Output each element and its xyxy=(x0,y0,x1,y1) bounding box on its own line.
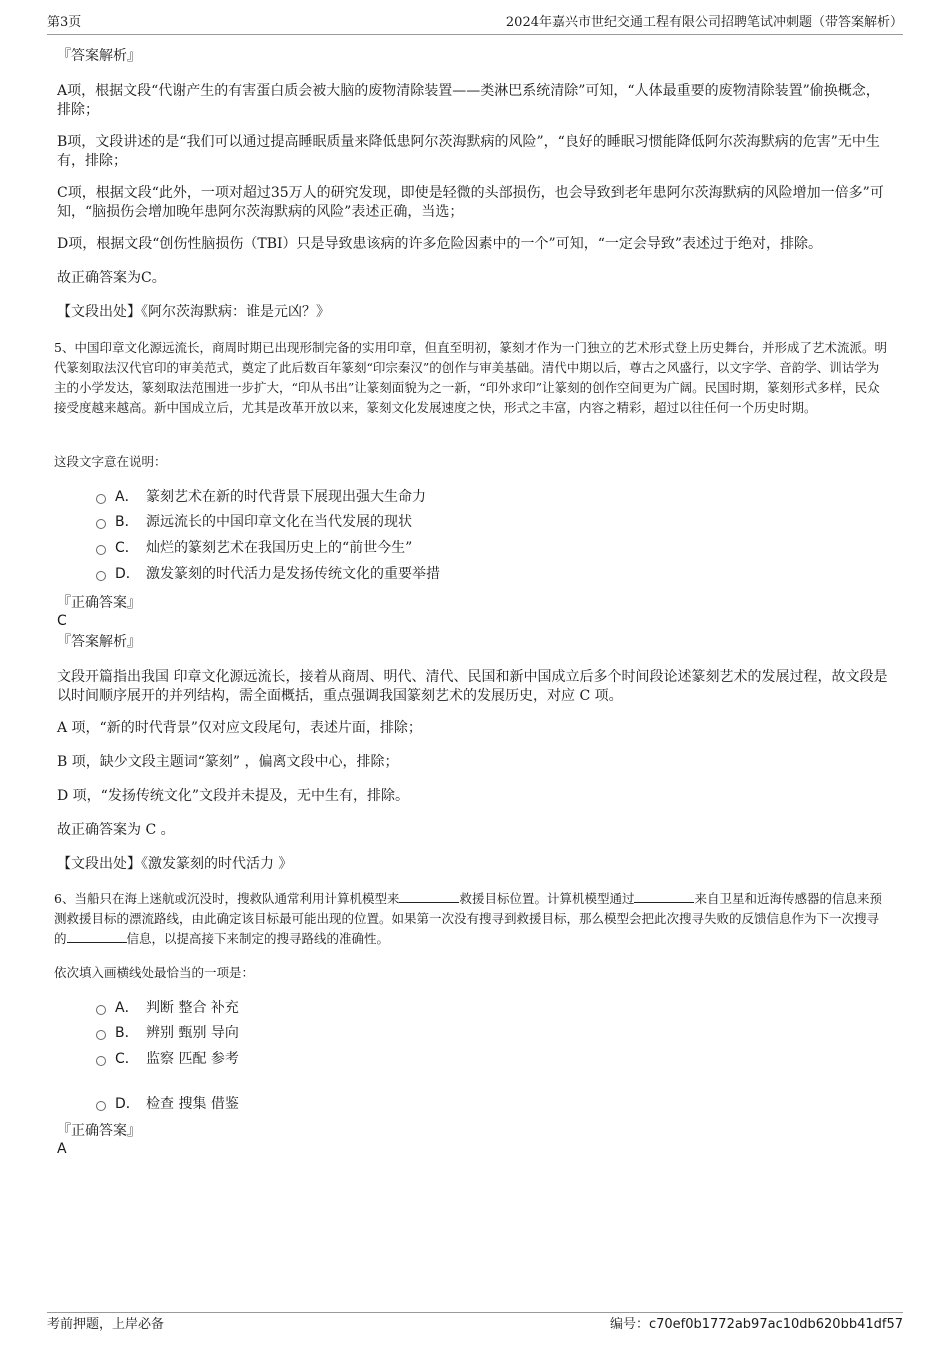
q4-analysis-heading: 『答案解析』 xyxy=(57,48,141,64)
fill-blank-2 xyxy=(634,889,694,903)
option-letter: D． xyxy=(115,566,140,582)
q6-stem-part: 救援目标位置。计算机模型通过 xyxy=(459,891,635,906)
footer-code: c70ef0b1772ab97ac10db620bb41df57 xyxy=(648,1317,903,1332)
q5-stem: 5、中国印章文化源远流长，商周时期已出现形制完备的实用印章，但直至明初，篆刻才作为一门独立的艺术形式登上历史舞台，并形成了艺术流派。明代篆刻取法汉代官印的审美范式，奠定了此后数百年篆刻“印宗秦汉”的创作与审美基础。清代中期以后，尊古之风盛行，以文字学、音韵学、训诂学为主的小学发达，篆刻取法范围进一步扩大，“印从书出”让篆刻面貌为之一新，“印外求印”让篆刻的创作空间更为广阔。民国时期，篆刻形式多样，民众接受度越来越高。新中国成立后，尤其是改革开放以来，篆刻文化发展速度之快，形式之丰富，内容之精彩，超过以往任何一个历史时期。 xyxy=(54,340,887,415)
option-letter: B． xyxy=(115,1025,139,1041)
q4-analysis-d: D项，根据文段“创伤性脑损伤（TBI）只是导致患该病的许多危险因素中的一个”可知，“一定会导致”表述过于绝对，排除。 xyxy=(57,236,823,252)
q5-analysis-b: B 项，缺少文段主题词“篆刻” ，偏离文段中心，排除； xyxy=(57,754,399,770)
option-text: 判断 整合 补充 xyxy=(146,1000,239,1016)
document-title: 2024年嘉兴市世纪交通工程有限公司招聘笔试冲刺题（带答案解析） xyxy=(505,15,903,30)
q4-analysis-b: B项，文段讲述的是“我们可以通过提高睡眠质量来降低患阿尔茨海默病的风险”，“良好的睡眠习惯能降低阿尔茨海默病的危害”无中生有，排除； xyxy=(57,134,880,169)
q5-option-a[interactable] xyxy=(96,487,426,507)
option-letter: B． xyxy=(115,514,139,530)
footer-code-label: 编号： xyxy=(609,1317,649,1332)
option-letter: A． xyxy=(115,1000,139,1016)
option-letter: C． xyxy=(115,540,139,556)
q4-analysis-a: A项，根据文段“代谢产生的有害蛋白质会被大脑的废物清除装置——类淋巴系统清除”可知，“人体最重要的废物清除装置”偷换概念，排除； xyxy=(57,83,880,118)
q5-analysis-a: A 项，“新的时代背景”仅对应文段尾句，表述片面，排除； xyxy=(57,720,422,736)
q4-analysis-c: C项，根据文段“此外，一项对超过35万人的研究发现，即使是轻微的头部损伤，也会导致到老年患阿尔茨海默病的风险增加一倍多”可知，“脑损伤会增加晚年患阿尔茨海默病的风险”表述正确，当选； xyxy=(57,185,884,220)
q5-analysis-main: 文段开篇指出我国 印章文化源远流长，接着从商周、明代、清代、民国和新中国成立后多个时间段论述篆刻艺术的发展过程，故文段是以时间顺序展开的并列结构，需全面概括，重点强调我国篆刻艺术的发展历史，对应 C 项。 xyxy=(57,669,888,704)
q6-option-d[interactable] xyxy=(96,1094,239,1114)
option-letter: A． xyxy=(115,489,139,505)
q5-conclusion: 故正确答案为 C 。 xyxy=(57,822,175,838)
q5-analysis-d: D 项，“发扬传统文化”文段并未提及，无中生有，排除。 xyxy=(57,788,409,804)
option-letter: D． xyxy=(115,1096,140,1112)
radio-button-icon[interactable] xyxy=(96,545,106,555)
q6-stem-part: 6、当船只在海上迷航或沉没时，搜救队通常利用计算机模型来 xyxy=(54,891,400,906)
radio-button-icon[interactable] xyxy=(96,1101,106,1111)
q5-question: 这段文字意在说明： xyxy=(54,454,167,469)
q5-source: 【文段出处】《激发篆刻的时代活力 》 xyxy=(57,856,293,872)
page-footer xyxy=(47,1312,903,1334)
q5-option-b[interactable] xyxy=(96,512,412,532)
q6-stem xyxy=(54,889,890,949)
footer-code-block xyxy=(610,1316,903,1334)
q6-answer-heading: 『正确答案』 xyxy=(57,1123,141,1139)
option-text: 源远流长的中国印章文化在当代发展的现状 xyxy=(146,514,412,530)
q4-conclusion: 故正确答案为C。 xyxy=(57,270,166,286)
radio-button-icon[interactable] xyxy=(96,494,106,504)
fill-blank-1 xyxy=(399,889,459,903)
footer-slogan: 考前押题，上岸必备 xyxy=(47,1317,165,1332)
radio-button-icon[interactable] xyxy=(96,519,106,529)
q6-stem-part: 信息，以提高接下来制定的搜寻路线的准确性。 xyxy=(126,931,390,946)
q5-analysis-heading: 『答案解析』 xyxy=(57,634,141,650)
q6-option-c[interactable] xyxy=(96,1049,239,1069)
radio-button-icon[interactable] xyxy=(96,1056,106,1066)
q6-question: 依次填入画横线处最恰当的一项是： xyxy=(54,965,255,980)
option-text: 检查 搜集 借鉴 xyxy=(146,1096,239,1112)
option-letter: C． xyxy=(115,1051,139,1067)
q5-answer-heading: 『正确答案』 xyxy=(57,595,141,611)
option-text: 篆刻艺术在新的时代背景下展现出强大生命力 xyxy=(146,489,426,505)
q4-source: 【文段出处】《阿尔茨海默病：谁是元凶？》 xyxy=(57,304,330,320)
q5-option-d[interactable] xyxy=(96,564,440,584)
radio-button-icon[interactable] xyxy=(96,571,106,581)
radio-button-icon[interactable] xyxy=(96,1030,106,1040)
page-number: 第3页 xyxy=(47,15,82,30)
radio-button-icon[interactable] xyxy=(96,1005,106,1015)
q5-answer: C xyxy=(57,613,67,629)
fill-blank-3 xyxy=(67,929,127,943)
option-text: 辨别 甄别 导向 xyxy=(146,1025,239,1041)
q6-option-a[interactable] xyxy=(96,998,239,1018)
q5-option-c[interactable] xyxy=(96,538,412,558)
option-text: 灿烂的篆刻艺术在我国历史上的“前世今生” xyxy=(146,540,413,556)
page-header xyxy=(47,14,903,35)
option-text: 激发篆刻的时代活力是发扬传统文化的重要举措 xyxy=(146,566,440,582)
q6-stem-part: 来自卫星和近海传感器的信息来预测救援目标的漂流路线，由此确定该目标最可能出现的位置。如果第一次没有搜寻到救援目标，那么模型会把此次搜寻失败的反馈信息作为下一次搜寻的 xyxy=(54,891,882,946)
option-text: 监察 匹配 参考 xyxy=(146,1051,239,1067)
q6-option-b[interactable] xyxy=(96,1023,239,1043)
q6-answer: A xyxy=(57,1141,67,1157)
